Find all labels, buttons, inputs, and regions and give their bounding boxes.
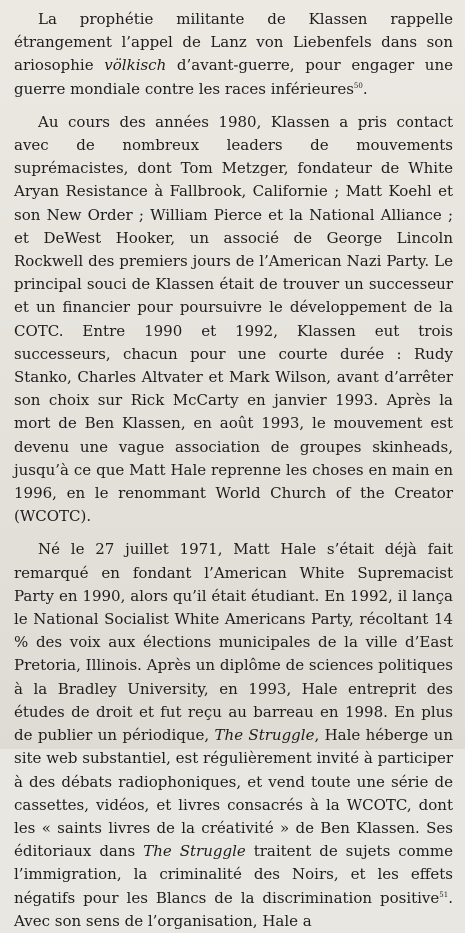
italic-title-the-struggle: The Struggle xyxy=(214,726,315,745)
italic-term-volkisch: völkisch xyxy=(104,56,167,75)
italic-title-the-struggle: The Struggle xyxy=(143,842,246,861)
text-run: , Hale héberge un site web substantiel, est régulièrement invité à participer à des débats radiophoniques, et vend toute une série de cassettes, vidéos, et livres consacrés à la WCOTC, dont les « saints livres de la créativité » de Ben Klassen. Ses éditoriaux dans xyxy=(14,726,453,861)
footnote-marker-51[interactable]: 51 xyxy=(439,890,449,899)
paragraph-klassen-prophecy xyxy=(14,8,453,101)
text-run: . Avec son sens de l’organisation, Hale a xyxy=(14,888,453,930)
text-run: Né le 27 juillet 1971, Matt Hale s’était déjà fait remarqué en fondant l’American White Supremacist Party en 1990, alors qu’il était étudiant. En 1992, il lança le National Socialist White Americans Party, récoltant 14 % des voix aux élections municipales de la ville d’East Pretoria, Illinois. Après un diplôme de sciences politiques à la Bradley University, en 1993, Hale entreprit des études de droit et fut reçu au barreau en 1998. En plus de publier un périodique, xyxy=(14,540,453,745)
text-run: d’avant-guerre, pour engager une guerre mondiale contre les races inférieures xyxy=(14,56,453,98)
text-run: La prophétie militante de Klassen rappelle étrangement l’appel de Lanz von Liebenfels dans son ariosophie xyxy=(14,10,453,75)
paragraph-matt-hale xyxy=(14,538,453,932)
text-run: traitent de sujets comme l’immigration, la criminalité des Noirs, et les effets négatifs pour les Blancs de la discrimination positive xyxy=(14,842,454,907)
text-run: Au cours des années 1980, Klassen a pris contact avec de nombreux leaders de mouvements suprémacistes, dont Tom Metzger, fondateur de White Aryan Resistance à Fallbrook, Californie ; Matt Koehl et son New Order ; William Pierce et la National Alliance ; et DeWest Hooker, un associé de George Lincoln Rockwell des premiers jours de l’American Nazi Party. Le principal souci de Klassen était de trouver un successeur et un financier pour poursuivre le développement de la COTC. Entre 1990 et 1992, Klassen eut trois successeurs, chacun pour une courte durée : Rudy Stanko, Charles Altvater et Mark Wilson, avant d’arrêter son choix sur Rick McCarty en janvier 1993. Après la mort de Ben Klassen, en août 1993, le mouvement est devenu une vague association de groupes skinheads, jusqu’à ce que Matt Hale reprenne les choses en main en 1996, en le renommant World Church of the Creator (WCOTC). xyxy=(14,112,453,526)
text-run: . xyxy=(362,79,368,98)
paragraph-1980s-contacts xyxy=(14,111,453,529)
footnote-marker-50[interactable]: 50 xyxy=(353,81,363,90)
